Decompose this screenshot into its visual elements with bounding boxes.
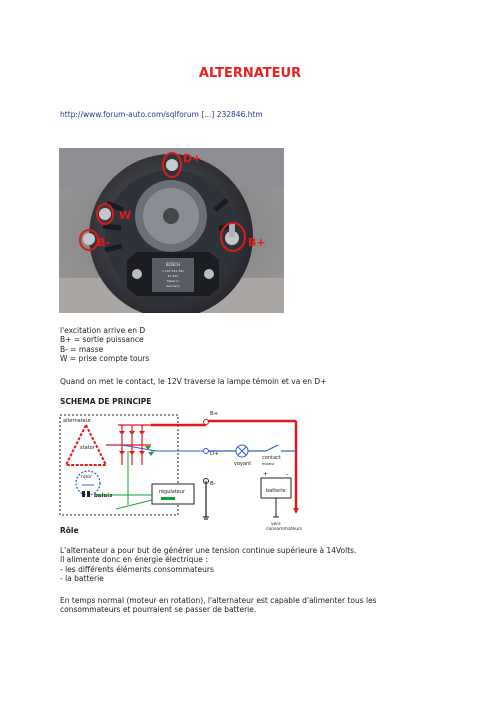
excitation-line: B+ = sortie puissance [60,335,144,345]
excitation-line: W = prise compte tours [60,354,150,364]
plate-brand: BOSCH [165,262,181,267]
alternator-photo [59,148,284,313]
normal-line: consommateurs et pourraient se passer de batterie. [60,605,257,615]
label-contact: contact [262,455,281,461]
label-alternateur: alternateur [63,418,91,424]
label-bminus: B- [210,481,216,487]
label-rotor: rotor [81,475,92,480]
plate-line1: 1 197 311 301 [162,269,184,273]
normal-line: En temps normal (moteur en rotation), l'alternateur est capable d'alimenter tous les [60,596,377,605]
plate-line2: EL 28V [167,274,179,278]
plate-line4: Germany [166,284,180,288]
role-line: - les différents éléments consommateurs [60,564,214,574]
label-vers: vers [271,522,281,527]
label-stator: stator [80,445,95,451]
label-plus: + [263,471,269,478]
excitation-line: B- = masse [60,344,104,354]
label-bplus: B+ [210,411,219,417]
role-heading: Rôle [60,526,79,535]
label-voyant: voyant [234,461,252,467]
schema-title: SCHEMA DE PRINCIPE [60,397,152,406]
photo-label-bminus: B- [97,236,110,249]
label-batterie: batterie [266,488,286,494]
plate-line3: Made in [167,279,179,283]
role-line: Il alimente donc en énergie électrique : [60,555,208,565]
role-line: - la batterie [60,574,104,584]
excitation-notes [60,326,149,364]
contact-text: Quand on met le contact, le 12V traverse la lampe témoin et va en D+ [60,377,327,386]
photo-label-bplus: B+ [248,236,266,249]
circuit-diagram [56,405,321,530]
label-regulateur: régulateur [159,489,186,495]
photo-label-w: W [119,209,132,222]
excitation-line: l'excitation arrive en D [60,326,146,335]
photo-label-dplus: D+ [183,152,202,165]
label-dplus: D+ [210,451,219,457]
label-moteur: moteur [262,462,275,466]
label-consommateurs: consommateurs [266,527,303,530]
label-minus: - [286,471,289,478]
label-balais: balais [94,493,113,499]
role-line: L'alternateur a pour but de générer une tension continue supérieure à 14Volts. [60,546,357,555]
normal-paragraph [60,596,377,615]
page-title: ALTERNATEUR [198,66,302,81]
contact-paragraph [60,377,327,386]
role-paragraph [60,546,356,584]
source-link[interactable]: http://www.forum-auto.com/sqlforum [...] 232846.htm [60,110,263,119]
